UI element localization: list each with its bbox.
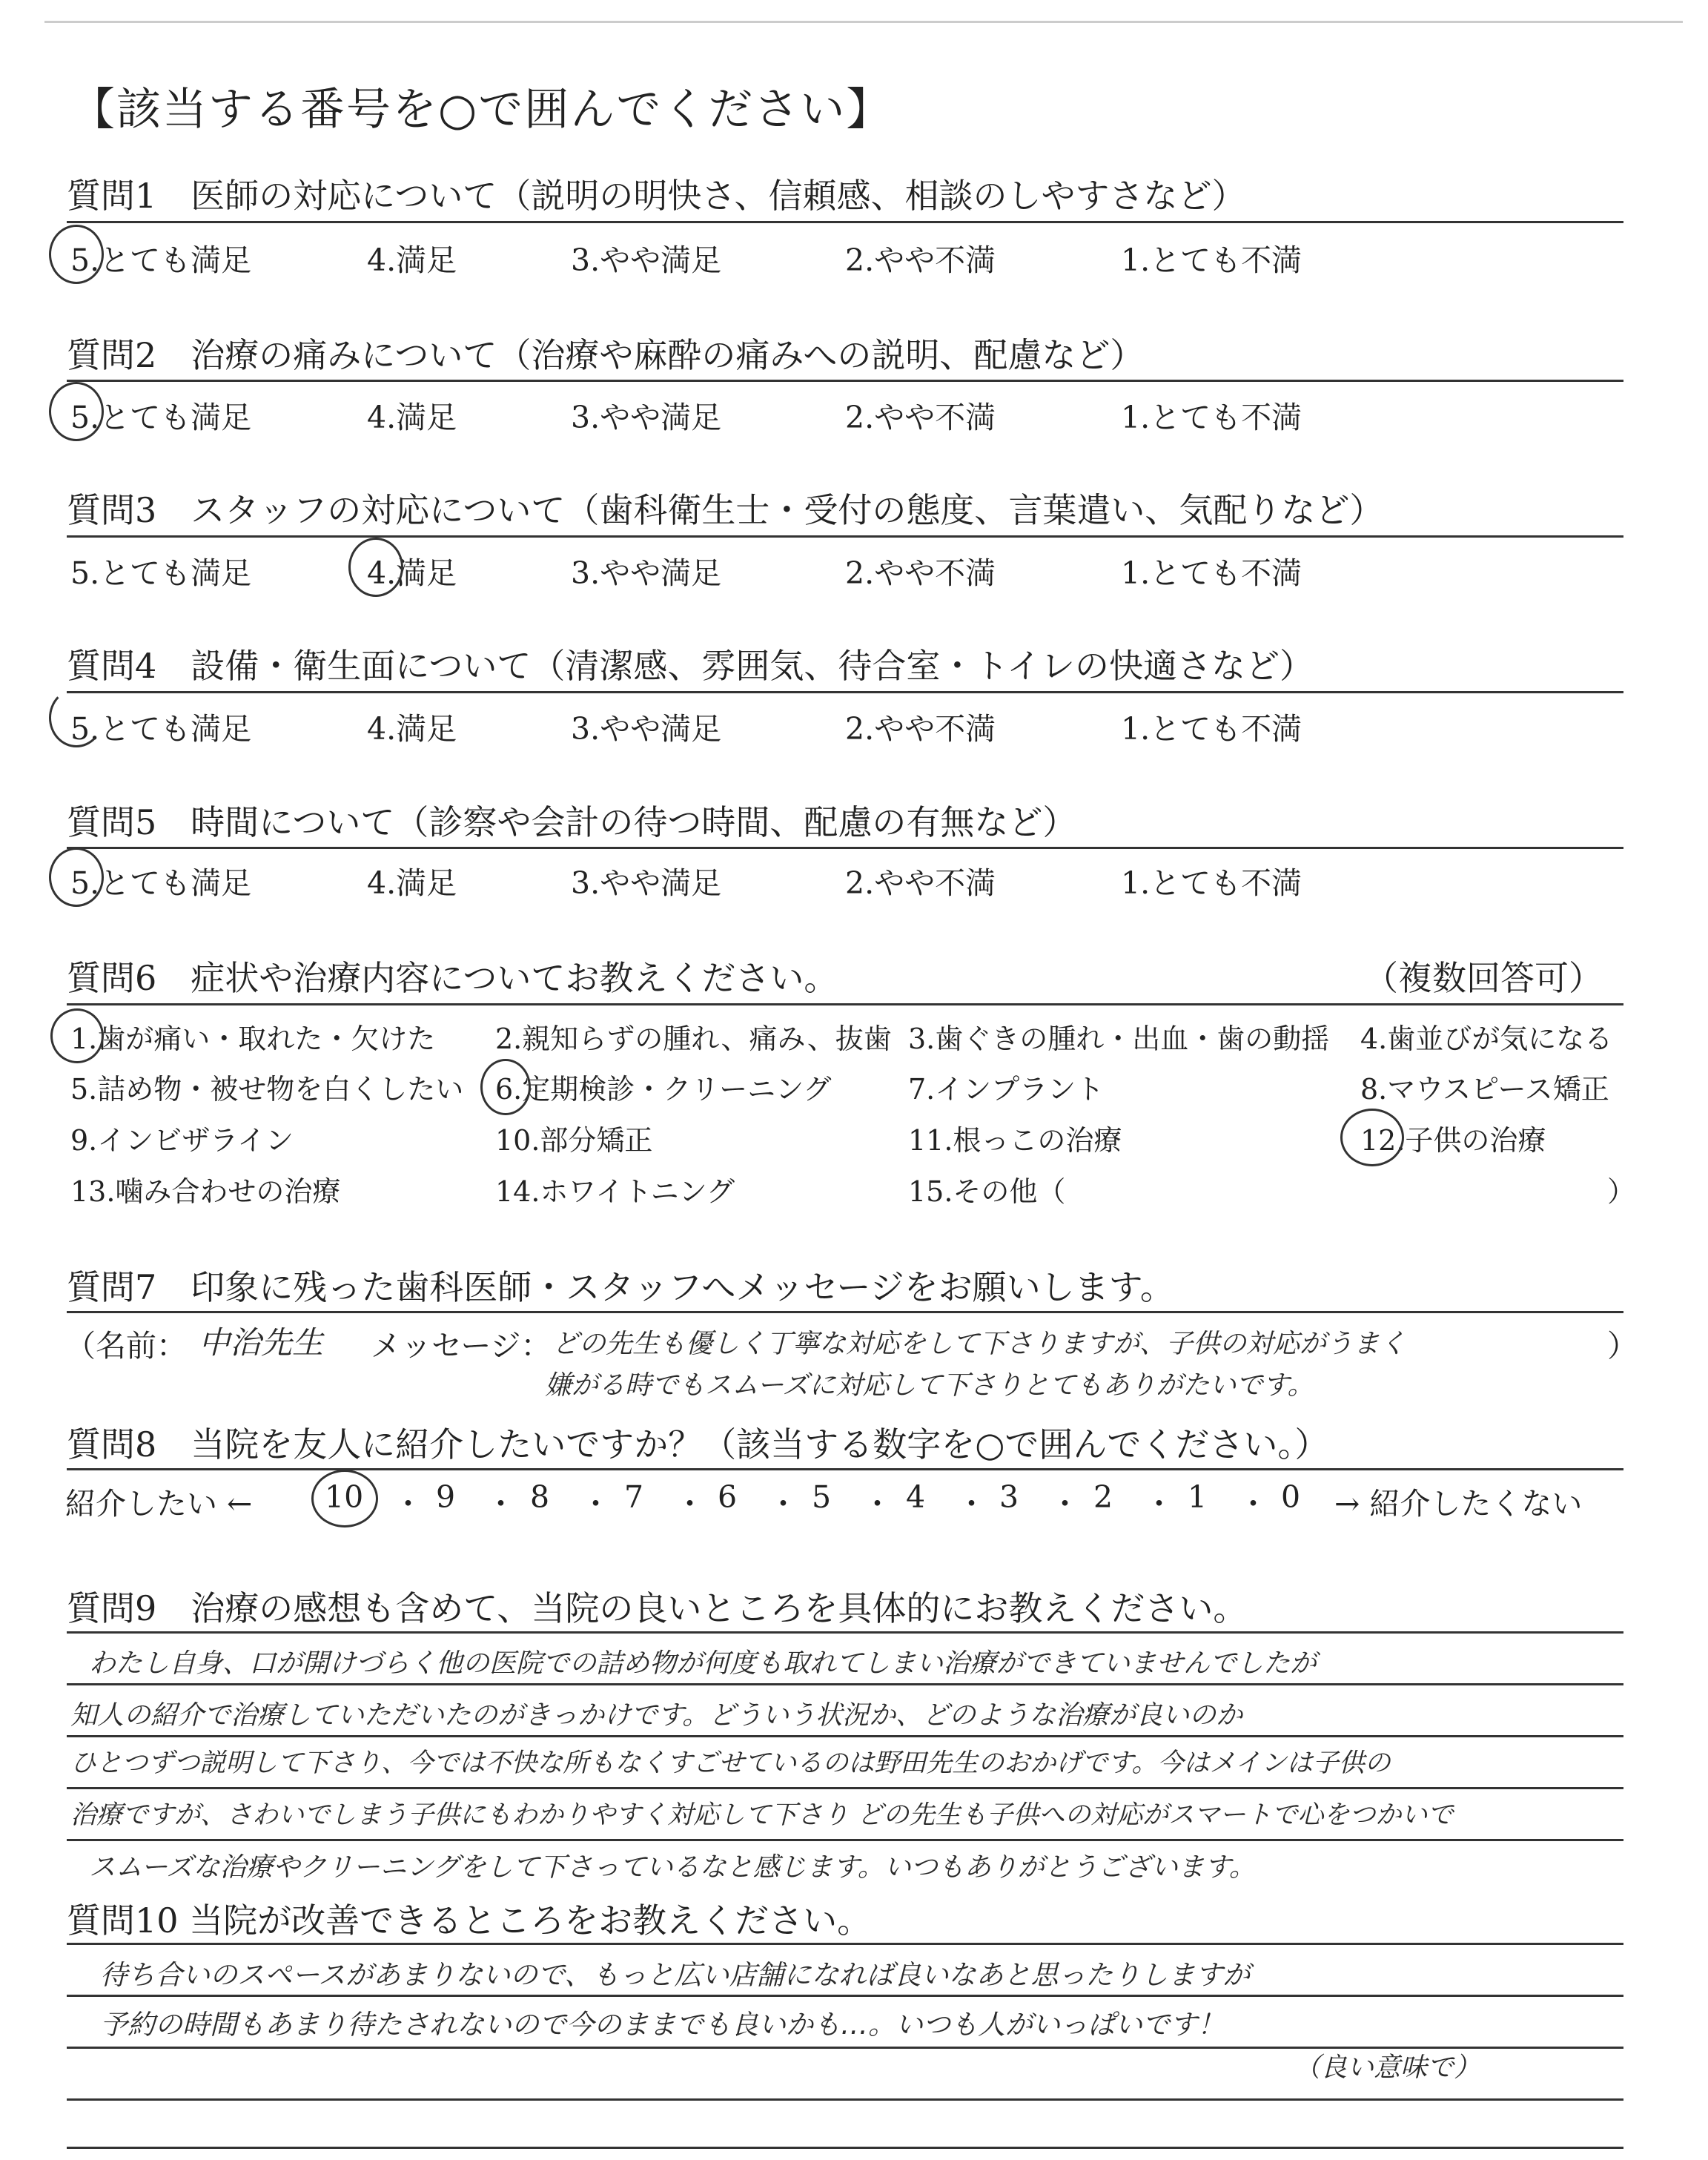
- q6-option-15-close: ）: [1607, 1175, 1636, 1208]
- q4-option-1[interactable]: 1.とても不満: [1121, 711, 1302, 747]
- q7-rule: [67, 1311, 1623, 1313]
- q3-option-1[interactable]: 1.とても不満: [1121, 555, 1302, 591]
- q5-rule: [67, 847, 1623, 849]
- q8-left-label: 紹介したい ←: [65, 1486, 253, 1522]
- q9-rule-2: [67, 1735, 1623, 1737]
- q10-answer-line-2[interactable]: 予約の時間もあまり待たされないので今のままでも良いかも…。いつも人がいっぱいです！: [100, 2009, 1225, 2041]
- q1-option-5[interactable]: 5.とても満足: [70, 242, 252, 278]
- q2-rule: [67, 380, 1623, 382]
- q8-score-6[interactable]: 6: [718, 1479, 738, 1515]
- q3-option-3[interactable]: 3.やや満足: [571, 555, 722, 591]
- q8-sep: ・: [580, 1486, 611, 1522]
- q6-multi-note: （複数回答可）: [1364, 958, 1603, 998]
- q6-option-6[interactable]: 6.定期検診・クリーニング: [495, 1073, 832, 1106]
- q7-message-line1[interactable]: どの先生も優しく丁寧な対応をして下さりますが、子供の対応がうまく: [552, 1329, 1407, 1359]
- q3-option-2[interactable]: 2.やや不満: [845, 555, 996, 591]
- q6-option-9[interactable]: 9.インビザライン: [70, 1124, 294, 1157]
- q7-message-line2[interactable]: 嫌がる時でもスムーズに対応して下さりとてもありがたいです。: [545, 1370, 1314, 1401]
- q3-option-5[interactable]: 5.とても満足: [70, 555, 252, 591]
- q2-option-2[interactable]: 2.やや不満: [845, 400, 996, 435]
- q1-rule: [67, 221, 1623, 223]
- q8-score-4[interactable]: 4: [906, 1479, 926, 1515]
- q8-sep: ・: [1050, 1486, 1080, 1522]
- q2-heading: 質問2 治療の痛みについて（治療や麻酔の痛みへの説明、配慮など）: [67, 335, 1145, 375]
- q8-score-7[interactable]: 7: [624, 1479, 644, 1515]
- q6-option-15[interactable]: 15.その他（: [908, 1175, 1066, 1208]
- q8-score-5[interactable]: 5: [812, 1479, 832, 1515]
- q4-option-5[interactable]: 5.とても満足: [70, 711, 252, 747]
- q8-heading: 質問8 当院を友人に紹介したいですか？（該当する数字を○で囲んでください。）: [67, 1424, 1329, 1464]
- q6-selection-circle-6: [480, 1059, 531, 1115]
- q2-option-5[interactable]: 5.とても満足: [70, 400, 252, 435]
- q6-selection-circle-1: [50, 1008, 104, 1063]
- q8-score-8[interactable]: 8: [530, 1479, 550, 1515]
- q8-sep: ・: [862, 1486, 893, 1522]
- q6-rule: [67, 1003, 1623, 1005]
- q2-option-3[interactable]: 3.やや満足: [571, 400, 722, 435]
- q7-name-label: （名前：: [65, 1328, 187, 1364]
- q8-score-1[interactable]: 1: [1188, 1479, 1208, 1515]
- q6-option-1[interactable]: 1.歯が痛い・取れた・欠けた: [70, 1023, 436, 1055]
- q8-sep: ・: [1144, 1486, 1174, 1522]
- q8-score-10[interactable]: 10: [325, 1479, 364, 1515]
- q10-heading: 質問10 当院が改善できるところをお教えください。: [67, 1900, 872, 1941]
- q6-option-13[interactable]: 13.噛み合わせの治療: [70, 1175, 341, 1208]
- q1-option-4[interactable]: 4.満足: [367, 242, 457, 278]
- q6-option-10[interactable]: 10.部分矯正: [495, 1124, 653, 1157]
- q3-rule: [67, 535, 1623, 538]
- q4-option-4[interactable]: 4.満足: [367, 711, 457, 747]
- q1-heading: 質問1 医師の対応について（説明の明快さ、信頼感、相談のしやすさなど）: [67, 176, 1246, 216]
- q10-rule-0: [67, 1943, 1623, 1945]
- q10-rule-1: [67, 1995, 1623, 1997]
- q8-sep: ・: [768, 1486, 798, 1522]
- q5-option-1[interactable]: 1.とても不満: [1121, 865, 1302, 901]
- q9-heading: 質問9 治療の感想も含めて、当院の良いところを具体的にお教えください。: [67, 1588, 1248, 1628]
- q6-option-11[interactable]: 11.根っこの治療: [908, 1124, 1122, 1157]
- q10-answer-line-3[interactable]: （良い意味で）: [1294, 2052, 1481, 2083]
- q8-score-2[interactable]: 2: [1093, 1479, 1113, 1515]
- q7-close-paren: ）: [1607, 1328, 1638, 1364]
- q4-rule: [67, 691, 1623, 693]
- q3-selection-circle: [348, 538, 403, 597]
- q8-sep: ・: [1238, 1486, 1268, 1522]
- q8-selection-circle: [311, 1470, 378, 1527]
- q9-answer-line-2[interactable]: 知人の紹介で治療していただいたのがきっかけです。どういう状況か、どのような治療が良いのか: [70, 1700, 1243, 1731]
- q9-rule-0: [67, 1631, 1623, 1634]
- q9-answer-line-4[interactable]: 治療ですが、さわいでしまう子供にもわかりやすく対応して下さり どの先生も子供への対応がスマートで心をつかいで: [70, 1800, 1454, 1830]
- q9-rule-4: [67, 1839, 1623, 1841]
- q6-heading: 質問6 症状や治療内容についてお教えください。: [67, 958, 838, 998]
- q8-score-9[interactable]: 9: [436, 1479, 456, 1515]
- q4-selection-circle: [49, 688, 104, 747]
- q7-message-label: メッセージ：: [371, 1328, 552, 1364]
- q10-rule-4: [67, 2147, 1623, 2149]
- q2-option-4[interactable]: 4.満足: [367, 400, 457, 435]
- q6-option-7[interactable]: 7.インプラント: [908, 1073, 1105, 1106]
- q7-name-value[interactable]: 中治先生: [199, 1324, 324, 1361]
- q4-option-3[interactable]: 3.やや満足: [571, 711, 722, 747]
- top-border: [44, 21, 1683, 23]
- q9-answer-line-1[interactable]: わたし自身、口が開けづらく他の医院での詰め物が何度も取れてしまい治療ができていませんでしたが: [89, 1648, 1317, 1679]
- q8-sep: ・: [486, 1486, 516, 1522]
- q6-option-12[interactable]: 12.子供の治療: [1360, 1124, 1546, 1157]
- q8-sep: ・: [675, 1486, 705, 1522]
- q6-option-8[interactable]: 8.マウスピース矯正: [1360, 1073, 1609, 1106]
- q6-option-3[interactable]: 3.歯ぐきの腫れ・出血・歯の動揺: [908, 1023, 1330, 1055]
- page-title: 【該当する番号を○で囲んでください】: [70, 84, 893, 136]
- q2-selection-circle: [49, 382, 104, 441]
- q8-score-3[interactable]: 3: [999, 1479, 1019, 1515]
- q1-selection-circle: [49, 225, 104, 284]
- q6-option-5[interactable]: 5.詰め物・被せ物を白くしたい: [70, 1073, 464, 1106]
- q5-option-3[interactable]: 3.やや満足: [571, 865, 722, 901]
- q9-rule-3: [67, 1787, 1623, 1789]
- q4-option-2[interactable]: 2.やや不満: [845, 711, 996, 747]
- q8-rule: [67, 1468, 1623, 1470]
- q6-selection-circle-12: [1340, 1109, 1404, 1166]
- q5-option-4[interactable]: 4.満足: [367, 865, 457, 901]
- q6-option-2[interactable]: 2.親知らずの腫れ、痛み、抜歯: [495, 1023, 892, 1055]
- q8-score-0[interactable]: 0: [1281, 1479, 1301, 1515]
- q5-selection-circle: [49, 848, 104, 907]
- q8-sep: ・: [393, 1486, 423, 1522]
- q3-option-4[interactable]: 4.満足: [367, 555, 457, 591]
- q9-answer-line-5[interactable]: スムーズな治療やクリーニングをして下さっているなと感じます。いつもありがとうございます。: [89, 1852, 1256, 1883]
- q8-sep: ・: [956, 1486, 987, 1522]
- q5-heading: 質問5 時間について（診察や会計の待つ時間、配慮の有無など）: [67, 802, 1077, 842]
- q7-heading: 質問7 印象に残った歯科医師・スタッフへメッセージをお願いします。: [67, 1267, 1174, 1307]
- q9-rule-1: [67, 1683, 1623, 1685]
- q10-answer-line-1[interactable]: 待ち合いのスペースがあまりないので、もっと広い店舗になれば良いなあと思ったりしますが: [100, 1959, 1251, 1991]
- q4-heading: 質問4 設備・衛生面について（清潔感、雰囲気、待合室・トイレの快適さなど）: [67, 646, 1314, 686]
- q9-answer-line-3[interactable]: ひとつずつ説明して下さり、今では不快な所もなくすごせているのは野田先生のおかげです。今はメインは子供の: [70, 1748, 1391, 1778]
- q10-rule-3: [67, 2098, 1623, 2101]
- q5-option-5[interactable]: 5.とても満足: [70, 865, 252, 901]
- q6-option-4[interactable]: 4.歯並びが気になる: [1360, 1023, 1613, 1055]
- q1-option-1[interactable]: 1.とても不満: [1121, 242, 1302, 278]
- q1-option-2[interactable]: 2.やや不満: [845, 242, 996, 278]
- q2-option-1[interactable]: 1.とても不満: [1121, 400, 1302, 435]
- q5-option-2[interactable]: 2.やや不満: [845, 865, 996, 901]
- q3-heading: 質問3 スタッフの対応について（歯科衛生士・受付の態度、言葉遣い、気配りなど）: [67, 490, 1384, 530]
- q1-option-3[interactable]: 3.やや満足: [571, 242, 722, 278]
- q8-right-label: → 紹介したくない: [1334, 1486, 1583, 1522]
- q6-option-14[interactable]: 14.ホワイトニング: [495, 1175, 735, 1208]
